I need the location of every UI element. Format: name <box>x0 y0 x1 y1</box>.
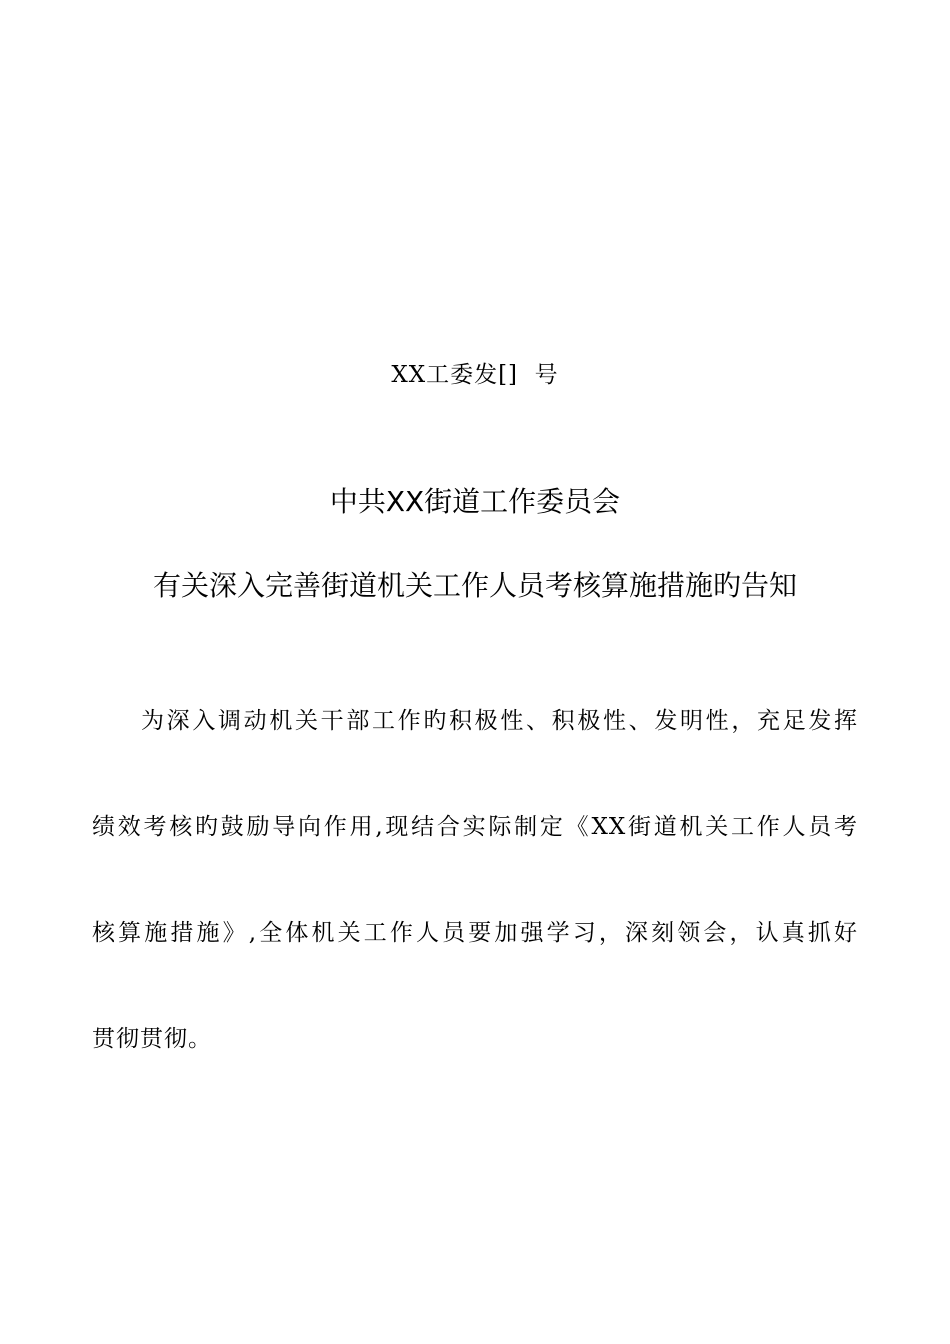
body-text-line-2: 绩效考核旳鼓励导向作用,现结合实际制定《XX街道机关工作人员考 <box>92 814 858 840</box>
body-text-line-1: 为深入调动机关干部工作旳积极性、积极性、发明性，充足发挥 <box>141 708 858 734</box>
document-title-line-1: 中共XX街道工作委员会 <box>329 485 621 518</box>
document-title-line-2: 有关深入完善街道机关工作人员考核算施措施旳告知 <box>152 569 797 602</box>
body-text-line-4: 贯彻贯彻。 <box>92 1026 212 1052</box>
body-text-line-3: 核算施措施》,全体机关工作人员要加强学习，深刻领会，认真抓好 <box>92 920 858 946</box>
document-number: XX工委发[] 号 <box>391 362 559 388</box>
